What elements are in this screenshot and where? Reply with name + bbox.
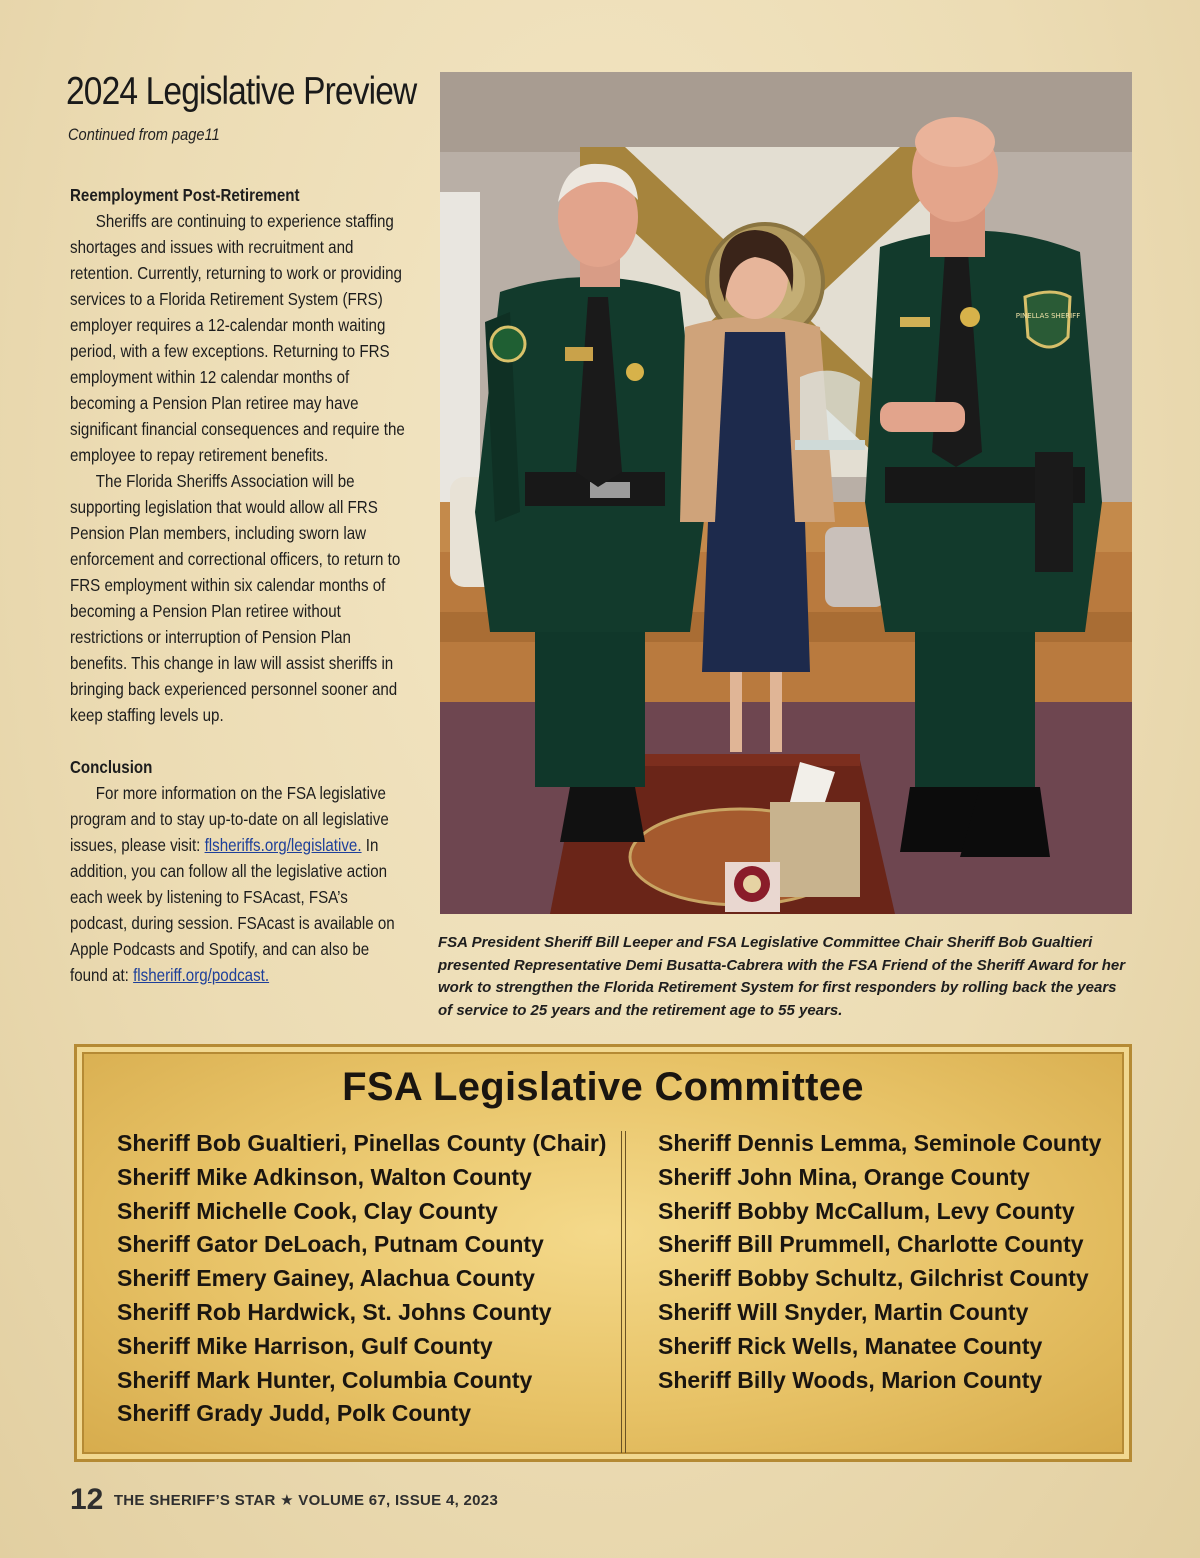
column-divider bbox=[621, 1131, 626, 1453]
list-item: Sheriff Billy Woods, Marion County bbox=[658, 1366, 1043, 1393]
legislative-link[interactable]: flsheriffs.org/legislative. bbox=[204, 835, 362, 855]
list-item: Sheriff Mike Adkinson, Walton County bbox=[117, 1163, 532, 1190]
committee-list-right bbox=[658, 1127, 1101, 1397]
patch-label: PINELLAS SHERIFF bbox=[1015, 312, 1081, 320]
committee-list-left bbox=[117, 1127, 606, 1431]
paragraph: For more information on the FSA legislative program and to stay up-to-date on all legislative issues, please visit: flsheriffs.org/legislative. In addition, you can follow all the legislative action each week by listening to FSAcast, FSA’s podcast, during session. FSAcast is available on Apple Podcasts and Spotify, and can also be found at: flsheriff.org/podcast. bbox=[70, 783, 395, 985]
list-item: Sheriff Mike Harrison, Gulf County bbox=[117, 1332, 493, 1359]
list-item: Sheriff Bob Gualtieri, Pinellas County (Chair) bbox=[117, 1130, 607, 1156]
list-item: Sheriff Dennis Lemma, Seminole County bbox=[658, 1130, 1102, 1156]
podcast-link[interactable]: flsheriff.org/podcast. bbox=[133, 965, 270, 985]
award-photo bbox=[440, 72, 1132, 914]
paragraph: The Florida Sheriffs Association will be supporting legislation that would allow all FRS Pension Plan members, including sworn law enforcement and correctional officers, to return to FRS employment within six calendar months of becoming a Pension Plan retiree without restrictions or interruption of Pension Plan benefits. This change in law will assist sheriffs in bringing back experienced personnel sooner and keep staffing levels up. bbox=[70, 471, 401, 725]
list-item: Sheriff John Mina, Orange County bbox=[658, 1163, 1030, 1190]
committee-title: FSA Legislative Committee bbox=[342, 1065, 864, 1109]
list-item: Sheriff Bill Prummell, Charlotte County bbox=[658, 1231, 1084, 1258]
list-item: Sheriff Michelle Cook, Clay County bbox=[117, 1197, 498, 1224]
legislative-committee-box bbox=[74, 1044, 1132, 1462]
list-item: Sheriff Emery Gainey, Alachua County bbox=[117, 1265, 535, 1292]
continued-note: Continued from page11 bbox=[68, 125, 220, 144]
article-body bbox=[70, 182, 405, 988]
publication-info: THE SHERIFF’S STAR ★ VOLUME 67, ISSUE 4, 2023 bbox=[113, 1492, 499, 1509]
list-item: Sheriff Rob Hardwick, St. Johns County bbox=[117, 1298, 552, 1325]
list-item: Sheriff Will Snyder, Martin County bbox=[658, 1298, 1029, 1325]
paragraph: Sheriffs are continuing to experience staffing shortages and issues with recruitment and retention. Currently, returning to work or providing services to a Florida Retirement System (FRS) employer requires a 12-calendar month waiting period, with a few exceptions. Returning to FRS employment within 12 calendar months of becoming a Pension Plan retiree may have significant financial consequences and require the employee to repay retirement benefits. bbox=[70, 211, 405, 465]
page-title: 2024 Legislative Preview bbox=[66, 70, 417, 113]
section-heading-reemployment: Reemployment Post-Retirement bbox=[70, 185, 300, 205]
list-item: Sheriff Grady Judd, Polk County bbox=[117, 1400, 471, 1427]
list-item: Sheriff Bobby Schultz, Gilchrist County bbox=[658, 1265, 1089, 1292]
page-footer bbox=[70, 1483, 498, 1517]
section-heading-conclusion: Conclusion bbox=[70, 757, 153, 777]
list-item: Sheriff Gator DeLoach, Putnam County bbox=[117, 1231, 544, 1258]
list-item: Sheriff Mark Hunter, Columbia County bbox=[117, 1366, 533, 1393]
list-item: Sheriff Bobby McCallum, Levy County bbox=[658, 1197, 1075, 1224]
list-item: Sheriff Rick Wells, Manatee County bbox=[658, 1332, 1043, 1359]
page-number: 12 bbox=[70, 1483, 104, 1516]
photo-caption: FSA President Sheriff Bill Leeper and FSA Legislative Committee Chair Sheriff Bob Gualtieri presented Representative Demi Busatta-Cabrera with the FSA Friend of the Sheriff Award for her work to strengthen the Florida Retirement System for first responders by rolling back the years of service to 25 years and the retirement age to 55 years. bbox=[438, 934, 1126, 1019]
